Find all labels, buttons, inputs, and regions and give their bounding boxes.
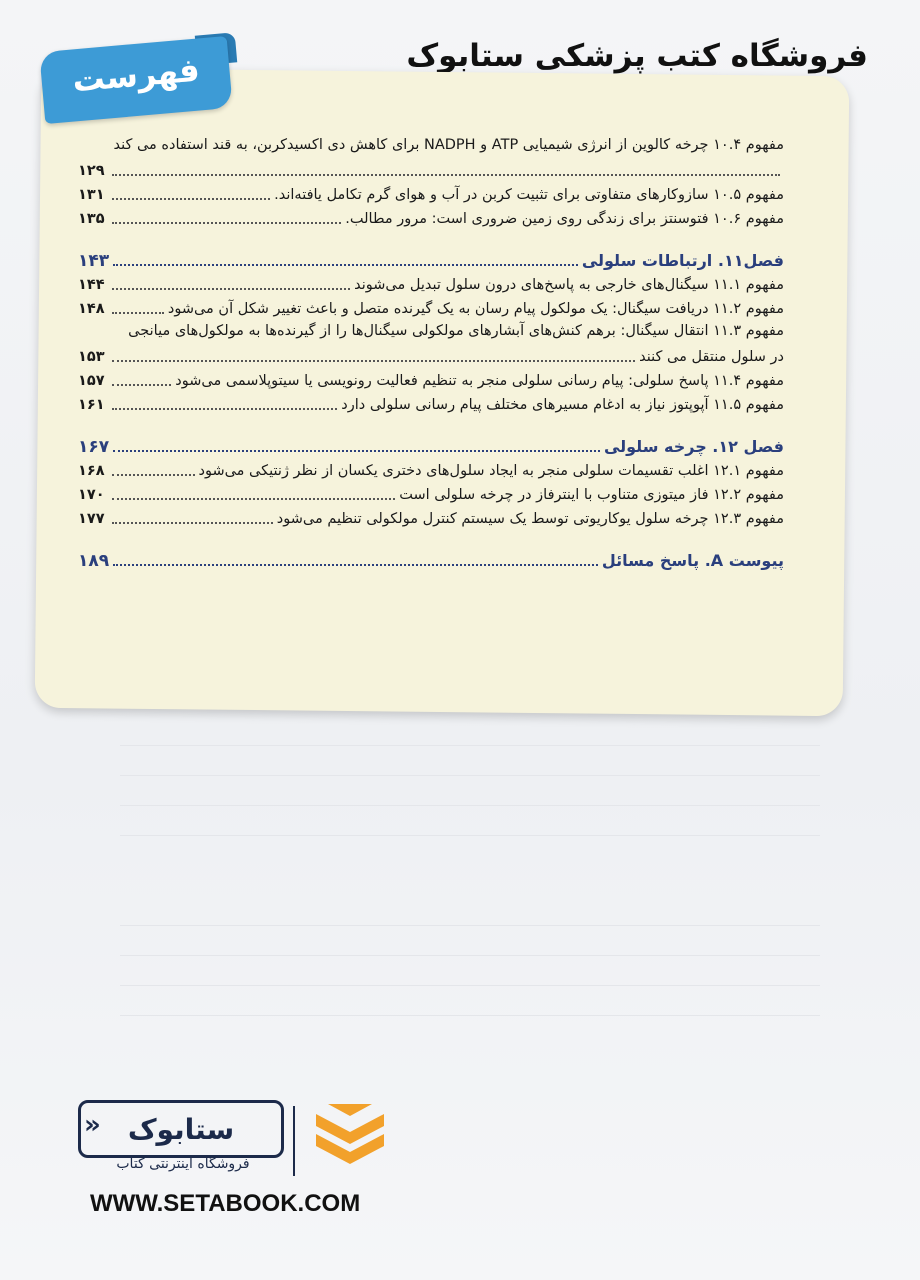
dot-leader — [112, 474, 195, 476]
toc-entry[interactable] — [78, 368, 784, 392]
logo-wordmark — [78, 1100, 284, 1158]
faded-text-line — [120, 985, 820, 986]
toc-entry[interactable] — [78, 506, 784, 530]
page-number: ۱۵۳ — [78, 349, 105, 365]
entry-title: مفهوم ۱۱.۱ سیگنال‌های خارجی به پاسخ‌های درون سلول تبدیل می‌شوند — [354, 277, 784, 293]
page-number: ۱۲۹ — [78, 163, 105, 179]
faded-text-line — [120, 925, 820, 926]
toc-chapter[interactable] — [78, 430, 784, 458]
dot-leader — [112, 522, 273, 524]
logo-arrows-icon: » — [84, 1110, 101, 1140]
entry-title: مفهوم ۱۱.۴ پاسخ سلولی: پیام رسانی سلولی منجر به تنظیم فعالیت رونویسی یا سیتوپلاسمی می‌شود — [175, 373, 784, 389]
toc-chapter[interactable] — [78, 544, 784, 572]
page-number: ۱۳۱ — [78, 187, 105, 203]
toc-entry[interactable] — [78, 272, 784, 296]
faded-text-line — [120, 955, 820, 956]
entry-title: مفهوم ۱۱.۵ آپوپتوز نیاز به ادغام مسیرهای مختلف پیام رسانی سلولی دارد — [341, 397, 784, 413]
dot-leader — [112, 312, 164, 314]
page-number: ۱۷۰ — [78, 487, 105, 503]
table-of-contents — [78, 134, 784, 572]
faded-text-line — [120, 835, 820, 836]
dot-leader — [112, 360, 635, 362]
toc-entry[interactable] — [78, 458, 784, 482]
toc-entry[interactable] — [78, 182, 784, 206]
page-number: ۱۵۷ — [78, 373, 105, 389]
dot-leader — [113, 264, 578, 266]
logo-divider — [293, 1106, 295, 1176]
dot-leader — [112, 222, 341, 224]
site-url: WWW.SETABOOK.COM — [90, 1190, 361, 1217]
entry-title: مفهوم ۱۲.۳ چرخه سلول یوکاریوتی توسط یک سیستم کنترل مولکولی تنظیم می‌شود — [276, 511, 784, 527]
toc-entry[interactable] — [78, 296, 784, 320]
toc-chapter[interactable] — [78, 244, 784, 272]
logo-word: ستابوک — [127, 1112, 235, 1146]
chapter-title: پیوست A. پاسخ مسائل — [601, 551, 784, 570]
dot-leader — [112, 498, 395, 500]
faded-text-line — [120, 805, 820, 806]
entry-title: در سلول منتقل می کنند — [639, 349, 784, 365]
page-number: ۱۸۹ — [78, 551, 110, 571]
toc-entry[interactable] — [78, 344, 784, 368]
faded-text-line — [120, 1015, 820, 1016]
dot-leader — [113, 564, 598, 566]
dot-leader — [113, 450, 600, 452]
entry-title: مفهوم ۱۲.۲ فاز میتوزی متناوب با اینترفاز در چرخه سلولی است — [399, 487, 784, 503]
entry-title: مفهوم ۱۰.۶ فتوسنتز برای زندگی روی زمین ضروری است: مرور مطالب. — [345, 211, 784, 227]
toc-entry-line: مفهوم ۱۰.۴ چرخه کالوین از انرژی شیمیایی ATP و NADPH برای کاهش دی اکسیدکربن، به قند استفاده می کند — [113, 137, 784, 153]
page-number: ۱۴۸ — [78, 301, 105, 317]
store-title: فروشگاه کتب پزشکی ستابوک — [406, 38, 868, 74]
page-number: ۱۴۳ — [78, 251, 110, 271]
dot-leader — [112, 408, 337, 410]
toc-entry[interactable] — [78, 206, 784, 230]
entry-title: مفهوم ۱۲.۱ اغلب تقسیمات سلولی منجر به ایجاد سلول‌های دختری یکسان از نظر ژنتیکی می‌شود — [198, 463, 784, 479]
entry-title: مفهوم ۱۱.۲ دریافت سیگنال: یک مولکول پیام رسان به یک گیرنده متصل و باعث تغییر شکل آن می‌شود — [167, 301, 784, 317]
faded-text-line — [120, 775, 820, 776]
dot-leader — [112, 198, 270, 200]
page-number: ۱۳۵ — [78, 211, 105, 227]
page-number: ۱۴۴ — [78, 277, 105, 293]
toc-entry[interactable] — [78, 158, 784, 182]
logo-subtitle: فروشگاه اینترنتی کتاب — [116, 1156, 250, 1172]
toc-entry[interactable] — [78, 482, 784, 506]
dot-leader — [112, 288, 350, 290]
page-number: ۱۶۸ — [78, 463, 105, 479]
toc-entry-line: مفهوم ۱۱.۳ انتقال سیگنال: برهم کنش‌های آبشارهای مولکولی سیگنال‌ها را از گیرنده‌ها به مولکول‌های میانجی — [128, 323, 784, 339]
dot-leader — [112, 384, 171, 386]
chapter-title: فصل۱۱. ارتباطات سلولی — [581, 251, 784, 270]
page-number: ۱۶۱ — [78, 397, 105, 413]
dot-leader — [112, 174, 780, 176]
page-number: ۱۷۷ — [78, 511, 105, 527]
faded-text-line — [120, 745, 820, 746]
toc-tab-label: فهرست — [70, 50, 202, 100]
page-number: ۱۶۷ — [78, 437, 110, 457]
toc-entry[interactable] — [78, 392, 784, 416]
entry-title: مفهوم ۱۰.۵ سازوکارهای متفاوتی برای تثبیت کربن در آب و هوای گرم تکامل یافته‌اند. — [274, 187, 784, 203]
chapter-title: فصل ۱۲. چرخه سلولی — [603, 437, 784, 456]
book-stack-icon — [310, 1100, 390, 1180]
